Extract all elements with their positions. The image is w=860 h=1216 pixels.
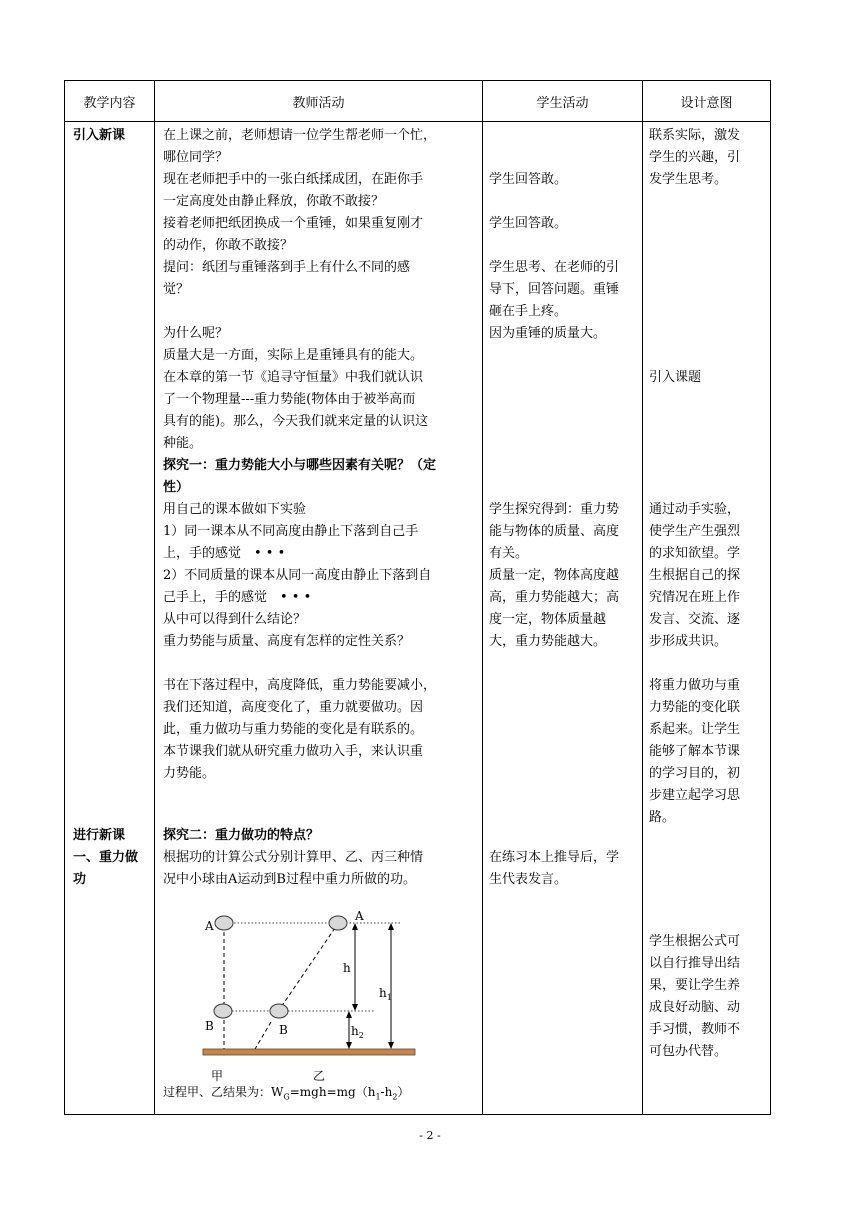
design-line: 手习惯，教师不 <box>649 1022 741 1037</box>
label-h: h <box>343 961 351 975</box>
oblique-path-line <box>275 928 335 1016</box>
lesson-plan-table <box>64 80 771 1115</box>
teacher-line: 2）不同质量的课本从同一高度由静止下落到自 <box>163 568 432 583</box>
student-line: 学生回答敢。 <box>489 216 568 231</box>
design-intent-cell <box>643 122 771 1115</box>
oblique-path-line-lower <box>255 1022 271 1049</box>
student-line: 在练习本上推导后，学 <box>489 850 620 865</box>
label-yi: 乙 <box>313 1069 326 1083</box>
teacher-line: 从中可以得到什么结论？ <box>163 612 307 627</box>
design-line: 生根据自己的探 <box>649 568 741 583</box>
student-line: 导下，回答问题。重锤 <box>489 282 620 297</box>
teacher-line: 哪位同学？ <box>163 150 229 165</box>
student-line: 生代表发言。 <box>489 872 568 887</box>
teacher-line: 根据功的计算公式分别计算甲、乙、丙三种情 <box>163 850 424 865</box>
design-line: 学生根据公式可 <box>649 934 741 949</box>
design-line: 的学习目的，初 <box>649 766 741 781</box>
design-line: 步建立起学习思 <box>649 788 741 803</box>
h2-arrow-head-up <box>346 1011 352 1018</box>
teacher-activity-cell <box>155 122 483 1115</box>
teacher-line: 书在下落过程中，高度降低，重力势能要减小， <box>163 678 437 693</box>
result-formula-line: 过程甲、乙结果为：$W_G=mgh=mg(h_1-h_2)$ <box>163 1085 410 1102</box>
section-new-lesson-line: 功 <box>73 872 87 887</box>
ball-a-left <box>215 916 233 930</box>
teacher-line: 种能。 <box>163 436 203 451</box>
header-teaching-content: 教学内容 <box>65 81 155 122</box>
label-a-left: A <box>205 919 214 933</box>
design-line: 究情况在班上作 <box>649 590 741 605</box>
student-activity-cell <box>483 122 643 1115</box>
section-new-lesson-line: 进行新课 <box>73 828 126 843</box>
student-line: 有关。 <box>489 546 529 561</box>
student-line: 学生回答敢。 <box>489 172 568 187</box>
ball-b-right <box>270 1004 288 1018</box>
inquiry-one-heading-cont: 性） <box>163 480 190 495</box>
ball-a-right <box>329 916 347 930</box>
design-line: 果，要让学生养 <box>649 978 741 993</box>
header-design-intent: 设计意图 <box>643 81 771 122</box>
teacher-line: 具有的能)。那么，今天我们就来定量的认识这 <box>163 414 429 429</box>
student-line: 质量一定，物体高度越 <box>489 568 620 583</box>
label-h2: $h_2$ <box>351 1024 364 1040</box>
h-arrow-head-down <box>352 1004 358 1011</box>
teacher-line: 己手上，手的感觉 • • • <box>163 590 312 605</box>
teacher-line: 接着老师把纸团换成一个重锤，如果重复刚才 <box>163 216 424 231</box>
design-line: 使学生产生强烈 <box>649 524 741 539</box>
h-arrow-head-up <box>352 923 358 930</box>
design-line: 可包办代替。 <box>649 1044 728 1059</box>
teacher-line: 一定高度处由静止释放，你敢不敢接？ <box>163 194 385 209</box>
design-line: 的求知欲望。学 <box>649 546 741 561</box>
teacher-line: 的动作，你敢不敢接？ <box>163 238 294 253</box>
table-header-row <box>65 81 771 122</box>
student-line: 度一定，物体质量越 <box>489 612 607 627</box>
teacher-line: 觉？ <box>163 282 190 297</box>
label-h1: $h_1$ <box>379 986 392 1002</box>
design-line: 通过动手实验， <box>649 502 741 517</box>
design-line: 步形成共识。 <box>649 634 728 649</box>
design-line: 成良好动脑、动 <box>649 1000 741 1015</box>
student-line: 学生探究得到：重力势 <box>489 502 620 517</box>
header-student-activity: 学生活动 <box>483 81 643 122</box>
teacher-line: 提问：纸团与重锤落到手上有什么不同的感 <box>163 260 411 275</box>
teacher-line: 我们还知道，高度变化了，重力就要做功。因 <box>163 700 424 715</box>
student-line: 砸在手上疼。 <box>489 304 568 319</box>
design-line: 路。 <box>649 810 676 825</box>
page-number: - 2 - <box>419 1129 441 1142</box>
inquiry-one-heading: 探究一：重力势能大小与哪些因素有关呢？（定 <box>163 458 437 473</box>
teacher-line: 重力势能与质量、高度有怎样的定性关系？ <box>163 634 411 649</box>
design-line: 引入课题 <box>649 370 702 385</box>
teacher-line: 质量大是一方面，实际上是重锤具有的能大。 <box>163 348 424 363</box>
h1-arrow-head-up <box>388 923 394 930</box>
design-line: 联系实际，激发 <box>649 128 741 143</box>
design-line: 学生的兴趣，引 <box>649 150 741 165</box>
teacher-line: 力势能。 <box>163 766 216 781</box>
design-line: 发学生思考。 <box>649 172 728 187</box>
ground-bar <box>203 1049 415 1055</box>
label-b-right: B <box>279 1023 288 1037</box>
teacher-line: 本节课我们就从研究重力做功入手，来认识重 <box>163 744 424 759</box>
label-b-left: B <box>205 1019 214 1033</box>
teacher-line: 况中小球由A运动到B过程中重力所做的功。 <box>163 872 416 887</box>
teacher-line: 1）同一课本从不同高度由静止下落到自己手 <box>163 524 419 539</box>
teacher-line: 了一个物理量---重力势能(物体由于被举高而 <box>163 392 416 407</box>
student-line: 学生思考、在老师的引 <box>489 260 620 275</box>
student-line: 高，重力势能越大；高 <box>489 590 620 605</box>
design-line: 将重力做功与重 <box>649 678 741 693</box>
design-line: 能够了解本节课 <box>649 744 741 759</box>
design-line: 以自行推导出结 <box>649 956 741 971</box>
gravity-work-diagram <box>155 892 483 1092</box>
teacher-line: 用自己的课本做如下实验 <box>163 502 307 517</box>
teacher-line: 为什么呢？ <box>163 326 229 341</box>
design-line: 系起来。让学生 <box>649 722 741 737</box>
header-teacher-activity: 教师活动 <box>155 81 483 122</box>
inquiry-two-heading: 探究二：重力做功的特点？ <box>163 828 320 843</box>
section-new-lesson-line: 一、重力做 <box>73 850 139 865</box>
design-line: 力势能的变化联 <box>649 700 741 715</box>
teacher-line: 在本章的第一节《追寻守恒量》中我们就认识 <box>163 370 424 385</box>
teacher-line: 上，手的感觉 • • • <box>163 546 286 561</box>
design-line: 发言、交流、逐 <box>649 612 741 627</box>
table-body-row <box>65 122 771 1115</box>
section-intro-label: 引入新课 <box>73 128 126 143</box>
h1-arrow-head-down <box>388 1042 394 1049</box>
teaching-content-cell <box>65 122 155 1115</box>
label-jia: 甲 <box>211 1069 224 1083</box>
h2-arrow-head-down <box>346 1042 352 1049</box>
label-a-right: A <box>355 909 364 923</box>
student-line: 因为重锤的质量大。 <box>489 326 607 341</box>
teacher-line: 此，重力做功与重力势能的变化是有联系的。 <box>163 722 424 737</box>
teacher-line: 在上课之前，老师想请一位学生帮老师一个忙， <box>163 128 437 143</box>
teacher-line: 现在老师把手中的一张白纸揉成团，在距你手 <box>163 172 424 187</box>
ball-b-left <box>214 1004 232 1018</box>
student-line: 大，重力势能越大。 <box>489 634 607 649</box>
student-line: 能与物体的质量、高度 <box>489 524 620 539</box>
